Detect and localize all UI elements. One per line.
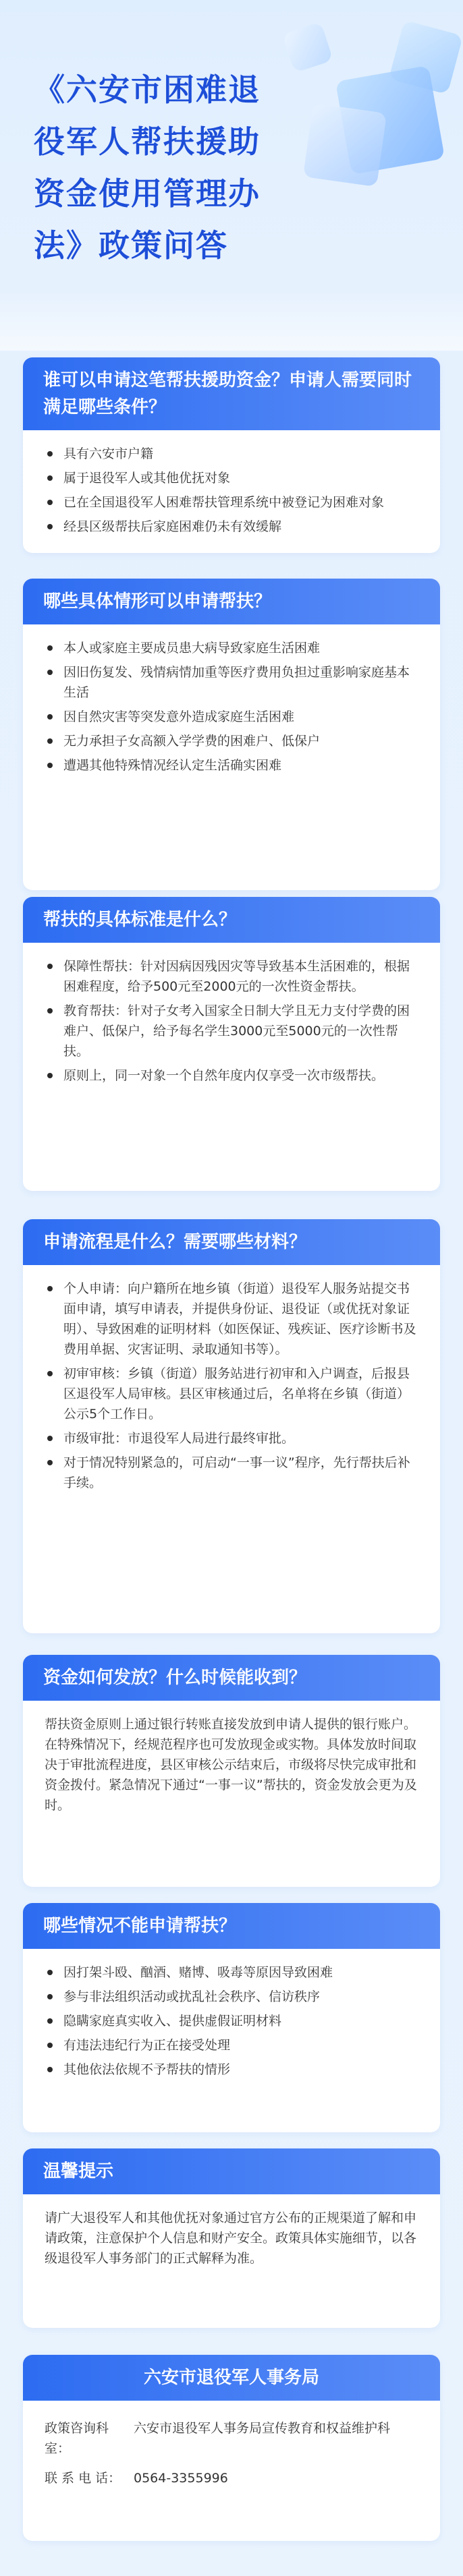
list-item: 已在全国退役军人困难帮扶管理系统中被登记为困难对象 [45, 492, 418, 513]
list-item: 属于退役军人或其他优抚对象 [45, 468, 418, 488]
page-title [34, 64, 304, 272]
list-item: 隐瞒家庭真实收入、提供虚假证明材料 [45, 2011, 418, 2031]
decorative-cube [303, 103, 387, 187]
bullet-icon [47, 475, 53, 481]
phone-value: 0564-3355996 [134, 2471, 228, 2486]
bullet-icon [47, 1008, 53, 1014]
section-heading: 哪些情况不能申请帮扶？ [23, 1903, 440, 1949]
bullet-icon [47, 451, 53, 457]
org-name: 六安市退役军人事务局 [23, 2355, 440, 2401]
list-item: 遭遇其他特殊情况经认定生活确实困难 [45, 755, 418, 775]
list-item: 因自然灾害等突发意外造成家庭生活困难 [45, 707, 418, 727]
hero-header [0, 0, 463, 351]
qa-card-process [23, 1219, 440, 1633]
qa-card-payment [23, 1655, 440, 1887]
bullet-icon [47, 500, 53, 505]
qa-card-exclusions [23, 1903, 440, 2132]
list-item: 教育帮扶：针对子女考入国家全日制大学且无力支付学费的困难户、低保户，给予每名学生3000元至5000元的一次性帮扶。 [45, 1001, 418, 1061]
section-heading: 温馨提示 [23, 2148, 440, 2194]
bullet-icon [47, 763, 53, 768]
bullet-icon [47, 738, 53, 744]
exclusion-list [45, 1962, 418, 2080]
list-item: 保障性帮扶：针对因病因残因灾等导致基本生活困难的，根据困难程度，给予500元至2000元的一次性资金帮扶。 [45, 956, 418, 997]
condition-list [45, 444, 418, 537]
section-heading: 申请流程是什么？需要哪些材料？ [23, 1219, 440, 1265]
phone-row [45, 2468, 418, 2488]
list-item: 经县区级帮扶后家庭困难仍未有效缓解 [45, 517, 418, 537]
section-heading: 帮扶的具体标准是什么？ [23, 897, 440, 943]
bullet-icon [47, 1994, 53, 1999]
list-item: 个人申请：向户籍所在地乡镇（街道）退役军人服务站提交书面申请，填写申请表，并提供身份证、退役证（或优抚对象证明）、导致困难的证明材料（如医保证、残疾证、医疗诊断书及费用单据、灾害证明、录取通知书等）。 [45, 1279, 418, 1359]
bullet-icon [47, 2018, 53, 2024]
qa-card-situations [23, 579, 440, 890]
tips-paragraph: 请广大退役军人和其他优抚对象通过官方公布的正规渠道了解和申请政策，注意保护个人信息和财产安全。政策具体实施细节，以各级退役军人事务部门的正式解释为准。 [45, 2211, 417, 2266]
list-item: 初审审核：乡镇（街道）服务站进行初审和入户调查，后报县区退役军人局审核。县区审核通过后，名单将在乡镇（街道）公示5个工作日。 [45, 1364, 418, 1424]
process-list [45, 1279, 418, 1493]
bullet-icon [47, 714, 53, 720]
section-heading: 资金如何发放？什么时候能收到？ [23, 1655, 440, 1701]
bullet-icon [47, 1436, 53, 1441]
bullet-icon [47, 1286, 53, 1291]
bullet-icon [47, 524, 53, 529]
consult-value: 六安市退役军人事务局宣传教育和权益维护科 [134, 2421, 391, 2436]
footer-card [23, 2355, 440, 2541]
title-line: 役军人帮扶援助 [34, 123, 261, 160]
phone-label: 联 系 电 话： [45, 2471, 121, 2486]
list-item: 对于情况特别紧急的，可启动“一事一议”程序，先行帮扶后补手续。 [45, 1453, 418, 1493]
bullet-icon [47, 1371, 53, 1376]
list-item: 具有六安市户籍 [45, 444, 418, 464]
bullet-icon [47, 964, 53, 969]
bullet-icon [47, 1073, 53, 1078]
title-line: 资金使用管理办 [34, 175, 261, 212]
consult-row [45, 2418, 418, 2459]
list-item: 有违法违纪行为正在接受处理 [45, 2035, 418, 2055]
list-item: 原则上，同一对象一个自然年度内仅享受一次市级帮扶。 [45, 1065, 418, 1086]
list-item: 因打架斗殴、酗酒、赌博、吸毒等原因导致困难 [45, 1962, 418, 1983]
list-item: 市级审批：市退役军人局进行最终审批。 [45, 1428, 418, 1448]
section-heading: 谁可以申请这笔帮扶援助资金？申请人需要同时满足哪些条件？ [23, 357, 440, 430]
hero-glow [0, 290, 463, 351]
standard-list [45, 956, 418, 1086]
qa-card-standards [23, 897, 440, 1191]
answer-paragraph: 帮扶资金原则上通过银行转账直接发放到申请人提供的银行账户。在特殊情况下，经规范程序也可发放现金或实物。具体发放时间取决于审批流程进度，县区审核公示结束后，市级将尽快完成审批和资金拨付。紧急情况下通过“一事一议”帮扶的，资金发放会更为及时。 [45, 1717, 417, 1813]
title-line: 《六安市困难退 [34, 71, 261, 108]
bullet-icon [47, 2067, 53, 2072]
bullet-icon [47, 1460, 53, 1465]
list-item: 其他依法依规不予帮扶的情形 [45, 2059, 418, 2080]
bullet-icon [47, 1970, 53, 1975]
bullet-icon [47, 2043, 53, 2048]
list-item: 参与非法组织活动或扰乱社会秩序、信访秩序 [45, 1987, 418, 2007]
qa-card-eligibility [23, 357, 440, 553]
situation-list [45, 638, 418, 775]
list-item: 无力承担子女高额入学学费的困难户、低保户 [45, 731, 418, 751]
qa-card-tips [23, 2148, 440, 2328]
section-heading: 哪些具体情形可以申请帮扶？ [23, 579, 440, 624]
bullet-icon [47, 645, 53, 651]
list-item: 因旧伤复发、残情病情加重等医疗费用负担过重影响家庭基本生活 [45, 662, 418, 703]
consult-label: 政策咨询科室： [45, 2421, 109, 2456]
list-item: 本人或家庭主要成员患大病导致家庭生活困难 [45, 638, 418, 658]
bullet-icon [47, 670, 53, 675]
title-line: 法》政策问答 [34, 227, 228, 264]
